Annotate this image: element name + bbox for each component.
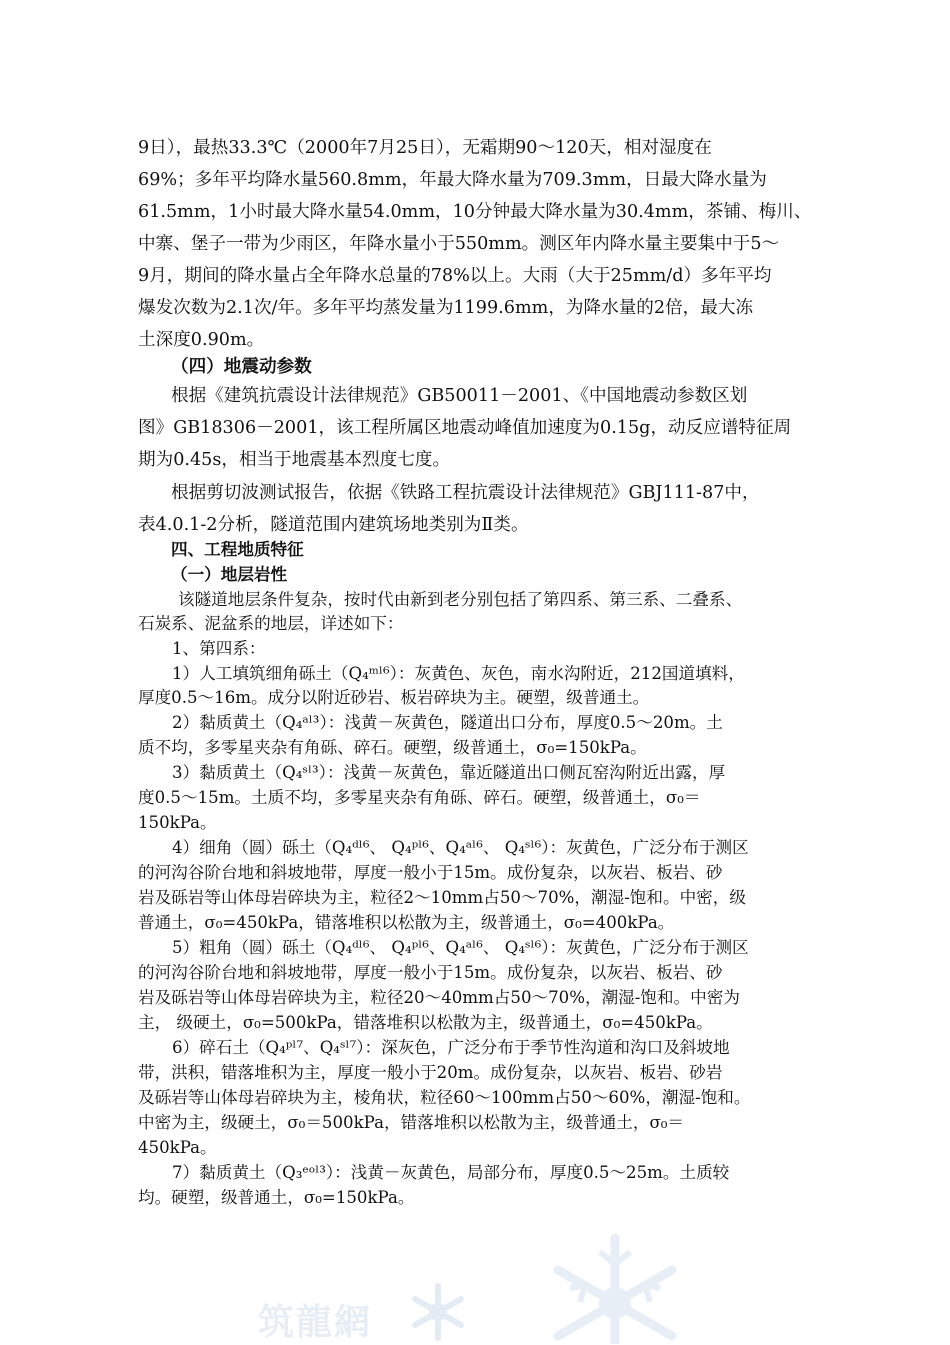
paragraph-line: 石炭系、泥盆系的地层，详述如下： (138, 614, 404, 633)
paragraph-line: 根据《建筑抗震设计法律规范》GB50011－2001、《中国地震动参数区划 (171, 386, 748, 406)
list-item-line: 5）粗角（圆）砾土（Q₄ᵈˡ⁶、 Q₄ᵖˡ⁶、Q₄ᵃˡ⁶、 Q₄ˢˡ⁶）：灰黄色，广泛分布于测区 (172, 938, 749, 957)
list-item-line: 450kPa。 (138, 1138, 217, 1157)
list-item-line: 质不均，多零星夹杂有角砾、碎石。硬塑，级普通土，σ₀=150kPa。 (138, 738, 647, 757)
list-item-line: 150kPa。 (138, 813, 217, 832)
list-item-line: 岩及砾岩等山体母岩碎块为主，粒径20～40mm占50～70%，潮湿-饱和。中密为 (138, 988, 740, 1007)
paragraph-line: 中寨、堡子一带为少雨区，年降水量小于550mm。测区年内降水量主要集中于5～ (138, 234, 780, 254)
section-heading: （四）地震动参数 (171, 357, 312, 377)
watermark-snowflake-icon (408, 1282, 468, 1342)
list-item-line: 中密为主，级硬土，σ₀＝500kPa，错落堆积以松散为主，级普通土，σ₀＝ (138, 1113, 685, 1132)
list-item-line: 3）黏质黄土（Q₄ˢˡ³）：浅黄－灰黄色，靠近隧道出口侧瓦窑沟附近出露，厚 (172, 763, 726, 782)
paragraph-line: 爆发次数为2.1次/年。多年平均蒸发量为1199.6mm，为降水量的2倍，最大冻 (138, 298, 754, 318)
paragraph-line: 表4.0.1-2分析，隧道范围内建筑场地类别为Ⅱ类。 (138, 515, 529, 535)
list-item-line: 的河沟谷阶台地和斜坡地带，厚度一般小于15m。成份复杂，以灰岩、板岩、砂 (138, 863, 723, 882)
paragraph-line: 61.5mm，1小时最大降水量54.0mm，10分钟最大降水量为30.4mm，茶铺、梅川、 (138, 202, 812, 222)
list-item-line: 6）碎石土（Q₄ᵖˡ⁷、Q₄ˢˡ⁷）：深灰色，广泛分布于季节性沟道和沟口及斜坡地 (172, 1038, 730, 1057)
list-item-line: 及砾岩等山体母岩碎块为主，棱角状，粒径60～100mm占50～60%，潮湿-饱和。 (138, 1088, 751, 1107)
paragraph-line: 根据剪切波测试报告，依据《铁路工程抗震设计法律规范》GBJ111-87中， (171, 483, 760, 503)
list-item-line: 4）细角（圆）砾土（Q₄ᵈˡ⁶、 Q₄ᵖˡ⁶、Q₄ᵃˡ⁶、 Q₄ˢˡ⁶）：灰黄色，广泛分布于测区 (172, 838, 749, 857)
paragraph-line: 土深度0.90m。 (138, 330, 265, 350)
list-item-line: 厚度0.5～16m。成分以附近砂岩、板岩碎块为主。硬塑，级普通土。 (138, 688, 650, 707)
list-item-line: 岩及砾岩等山体母岩碎块为主，粒径2～10mm占50～70%，潮湿-饱和。中密，级 (138, 888, 746, 907)
list-item-line: 主， 级硬土，σ₀=500kPa，错落堆积以松散为主，级普通土，σ₀=450kPa。 (138, 1013, 713, 1032)
paragraph-line: 9月，期间的降水量占全年降水总量的78%以上。大雨（大于25mm/d）多年平均 (138, 266, 772, 286)
list-item-line: 1）人工填筑细角砾土（Q₄ᵐˡ⁶）：灰黄色、灰色，南水沟附近，212国道填料， (172, 664, 745, 683)
watermark-snowflake-icon (540, 1230, 690, 1344)
list-item-line: 均。硬塑，级普通土，σ₀=150kPa。 (138, 1188, 415, 1207)
list-item-line: 2）黏质黄土（Q₄ᵃˡ³）：浅黄－灰黄色，隧道出口分布，厚度0.5～20m。土 (172, 713, 723, 732)
paragraph-line: 该隧道地层条件复杂，按时代由新到老分别包括了第四系、第三系、二叠系、 (178, 590, 743, 609)
paragraph-line: 69%；多年平均降水量560.8mm，年最大降水量为709.3mm，日最大降水量为 (138, 170, 767, 190)
watermark-logo-text: 筑龍網 (258, 1301, 373, 1343)
list-item-line: 带，洪积，错落堆积为主，厚度一般小于20m。成份复杂，以灰岩、板岩、砂岩 (138, 1063, 723, 1082)
list-item-line: 7）黏质黄土（Q₃ᵉᵒˡ³）：浅黄－灰黄色，局部分布，厚度0.5～25m。土质较 (172, 1163, 730, 1182)
paragraph-line: 期为0.45s，相当于地震基本烈度七度。 (138, 450, 451, 470)
section-heading: 四、工程地质特征 (171, 540, 304, 559)
paragraph-line: 图》GB18306－2001，该工程所属区地震动峰值加速度为0.15g，动反应谱特征周 (138, 418, 792, 438)
subsection-heading: （一）地层岩性 (171, 565, 288, 584)
list-item-line: 的河沟谷阶台地和斜坡地带，厚度一般小于15m。成份复杂，以灰岩、板岩、砂 (138, 963, 723, 982)
paragraph-line: 9日），最热33.3℃（2000年7月25日），无霜期90～120天，相对湿度在 (138, 138, 712, 158)
list-item-line: 度0.5～15m。土质不均，多零星夹杂有角砾、碎石。硬塑，级普通土，σ₀＝ (138, 788, 701, 807)
list-item-line: 普通土，σ₀=450kPa，错落堆积以松散为主，级普通土，σ₀=400kPa。 (138, 913, 675, 932)
list-heading: 1、第四系： (172, 639, 266, 658)
